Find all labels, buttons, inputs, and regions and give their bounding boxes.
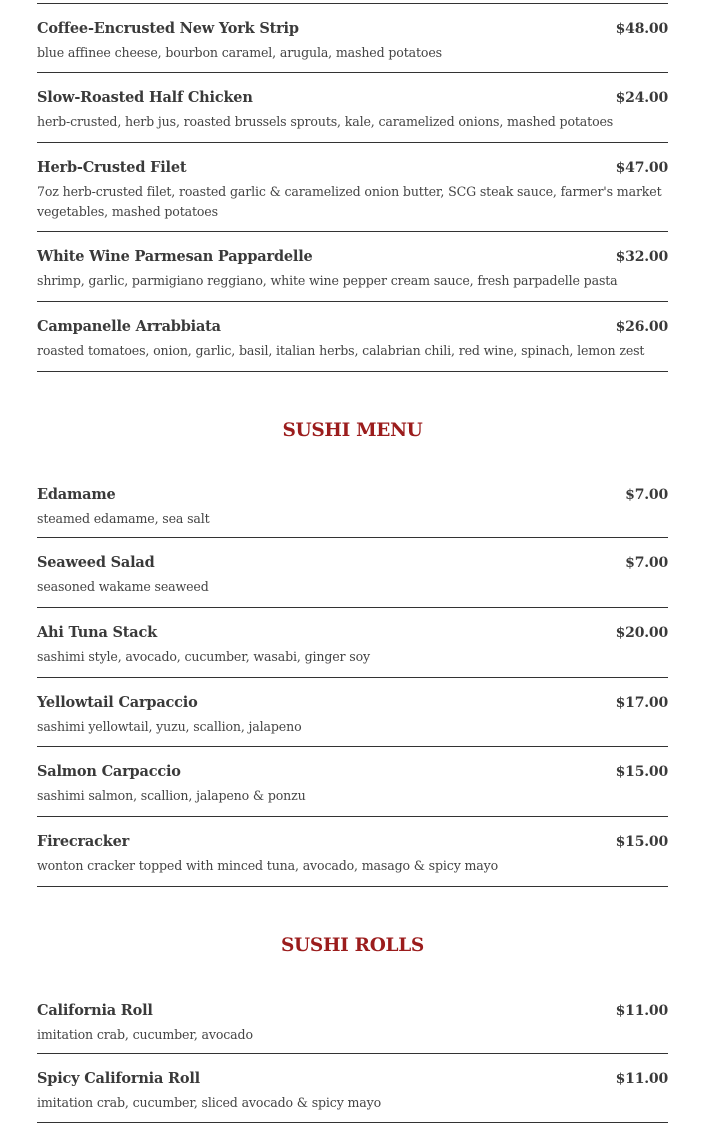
item-description: shrimp, garlic, parmigiano reggiano, white wine pepper cream sauce, fresh parpadelle pasta <box>37 273 618 288</box>
item-price: $15.00 <box>615 834 668 850</box>
item-description: 7oz herb-crusted filet, roasted garlic & caramelized onion butter, SCG steak sauce, farmer's market vegetables, mashed potatoes <box>37 184 662 219</box>
menu-item <box>37 302 668 372</box>
item-price: $24.00 <box>615 90 668 106</box>
section-title-sushi-menu: SUSHI MENU <box>282 420 423 441</box>
menu-item <box>37 4 668 73</box>
item-price: $17.00 <box>615 695 668 711</box>
item-description: sashimi yellowtail, yuzu, scallion, jalapeno <box>37 719 302 734</box>
item-price: $20.00 <box>615 625 668 641</box>
item-description: imitation crab, cucumber, sliced avocado & spicy mayo <box>37 1095 382 1110</box>
item-name: Yellowtail Carpaccio <box>37 694 198 711</box>
item-description: imitation crab, cucumber, avocado <box>37 1027 253 1042</box>
item-description: herb-crusted, herb jus, roasted brussels sprouts, kale, caramelized onions, mashed potatoes <box>37 114 614 129</box>
section-title-sushi-rolls: SUSHI ROLLS <box>281 935 424 956</box>
item-name: Edamame <box>37 486 116 503</box>
item-description: seasoned wakame seaweed <box>37 579 209 594</box>
item-description: blue affinee cheese, bourbon caramel, arugula, mashed potatoes <box>37 45 442 60</box>
item-name: Salmon Carpaccio <box>37 763 181 780</box>
item-price: $47.00 <box>615 160 668 176</box>
menu-item <box>37 538 668 608</box>
item-description: sashimi style, avocado, cucumber, wasabi, ginger soy <box>37 649 370 664</box>
item-name: Slow-Roasted Half Chicken <box>37 89 253 106</box>
item-description: roasted tomatoes, onion, garlic, basil, italian herbs, calabrian chili, red wine, spinach, lemon zest <box>37 343 645 358</box>
item-name: Spicy California Roll <box>37 1070 200 1087</box>
menu-item <box>37 747 668 817</box>
menu-item <box>37 232 668 302</box>
item-name: Firecracker <box>37 833 130 850</box>
item-price: $15.00 <box>615 764 668 780</box>
item-name: Coffee-Encrusted New York Strip <box>37 20 299 37</box>
item-description: wonton cracker topped with minced tuna, avocado, masago & spicy mayo <box>37 858 499 873</box>
item-description: sashimi salmon, scallion, jalapeno & ponzu <box>37 788 306 803</box>
item-price: $48.00 <box>615 21 668 37</box>
menu-item <box>37 1054 668 1123</box>
item-name: California Roll <box>37 1002 153 1019</box>
item-name: Campanelle Arrabbiata <box>37 318 221 335</box>
menu-item <box>37 993 668 1054</box>
item-price: $11.00 <box>615 1071 668 1087</box>
item-price: $7.00 <box>625 555 668 571</box>
menu-item <box>37 73 668 143</box>
item-price: $7.00 <box>625 487 668 503</box>
menu-item <box>37 678 668 747</box>
menu-item <box>37 608 668 678</box>
menu-item <box>37 817 668 887</box>
item-price: $26.00 <box>615 319 668 335</box>
item-name: Ahi Tuna Stack <box>37 624 157 641</box>
menu-item <box>37 477 668 538</box>
item-description: steamed edamame, sea salt <box>37 511 210 526</box>
menu-page <box>37 0 668 1123</box>
menu-item <box>37 143 668 232</box>
item-price: $11.00 <box>615 1003 668 1019</box>
item-name: White Wine Parmesan Pappardelle <box>37 248 313 265</box>
item-name: Herb-Crusted Filet <box>37 159 187 176</box>
item-name: Seaweed Salad <box>37 554 155 571</box>
item-price: $32.00 <box>615 249 668 265</box>
